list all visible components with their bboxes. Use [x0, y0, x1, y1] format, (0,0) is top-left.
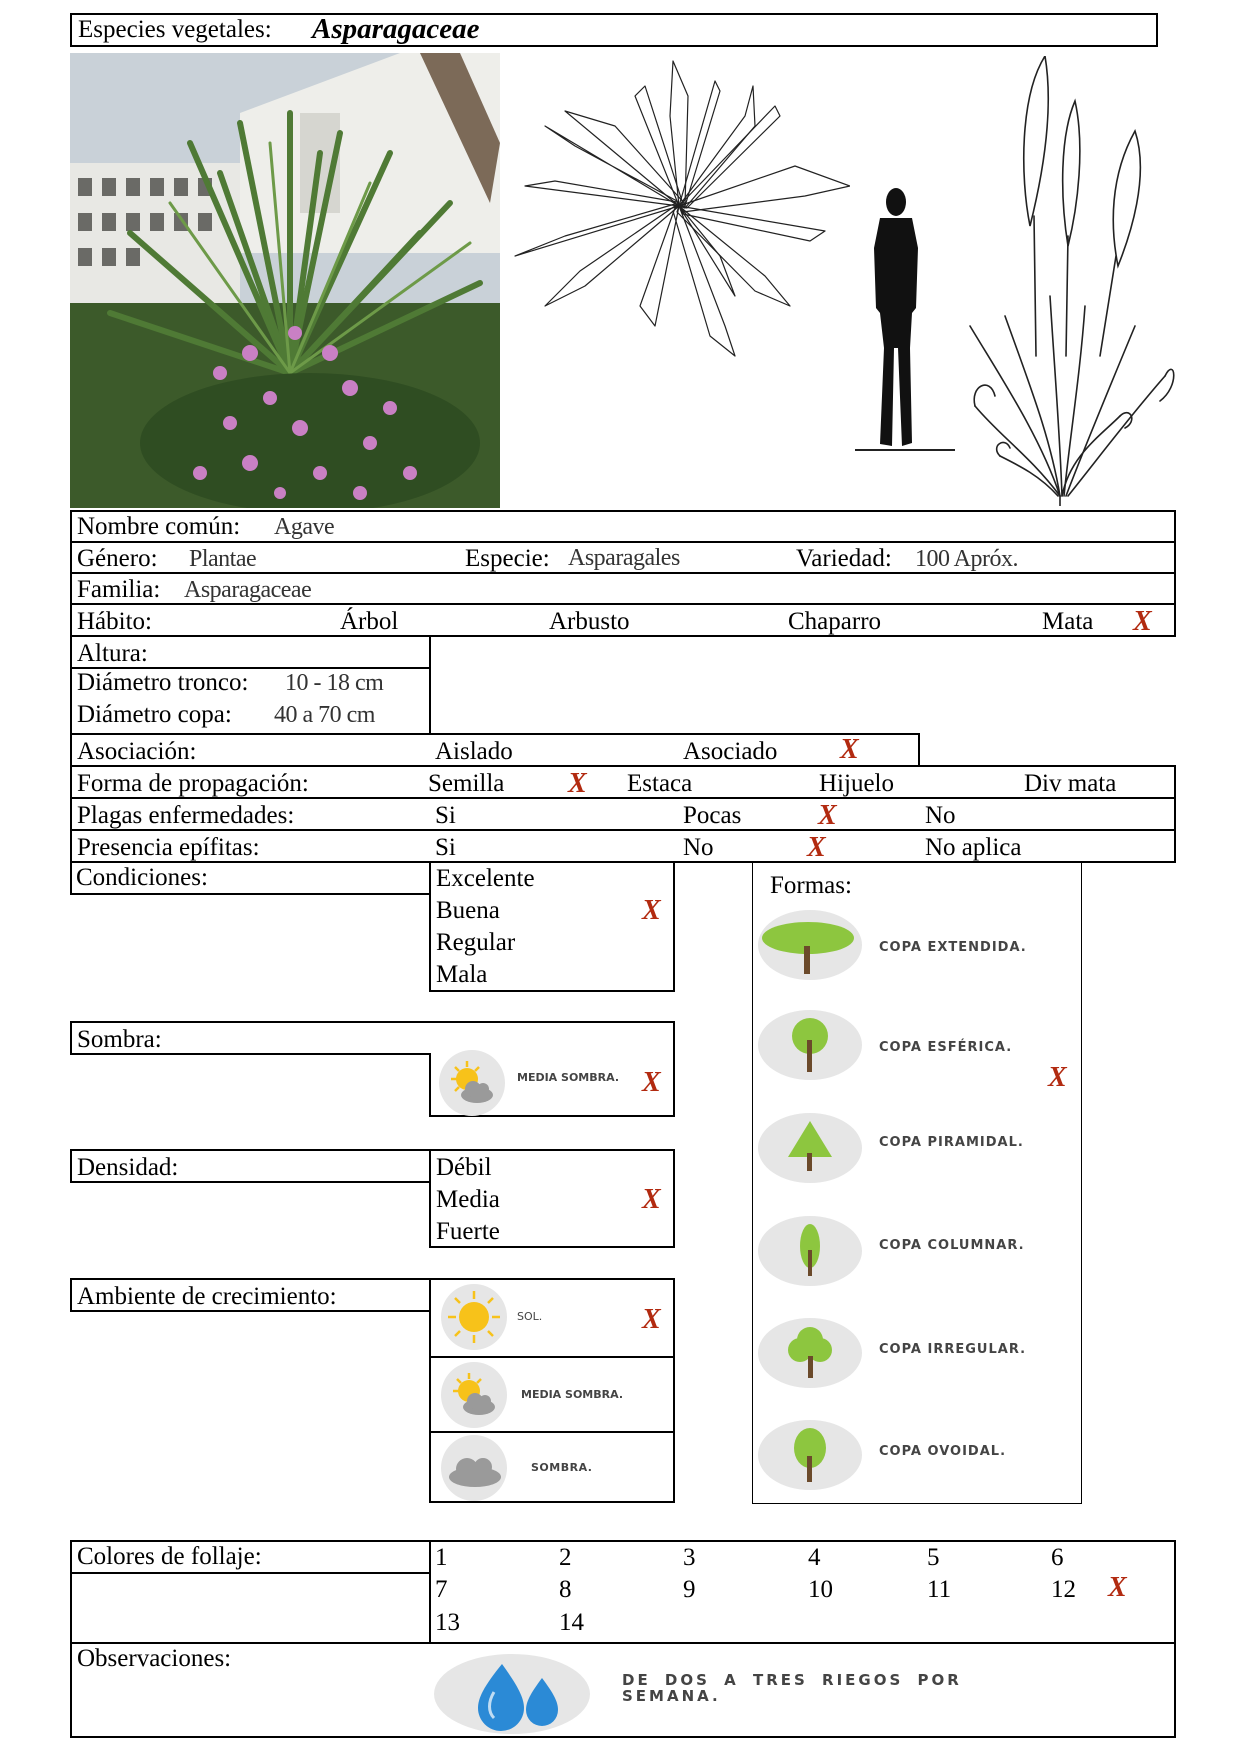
foliage-color-9[interactable]: 9 — [683, 1576, 696, 1603]
epiphytes-option-no-aplica[interactable]: No aplica — [925, 834, 1022, 861]
foliage-color-1[interactable]: 1 — [435, 1544, 448, 1571]
form-option-columnar-crown-label: COPA COLUMNAR. — [879, 1238, 1025, 1253]
forms-label: Formas: — [770, 872, 852, 899]
form-option-columnar-crown[interactable] — [753, 1208, 1079, 1298]
cloud-icon — [445, 1449, 505, 1489]
conditions-option-regular[interactable]: Regular — [436, 929, 516, 956]
common-name-label: Nombre común: — [77, 513, 241, 540]
habit-row — [70, 603, 1176, 637]
form-option-irregular-crown[interactable] — [753, 1310, 1079, 1400]
density-options-box — [429, 1149, 675, 1248]
height-label: Altura: — [77, 640, 148, 667]
common-name-value: Agave — [274, 514, 335, 540]
environment-option-shade-label: SOMBRA. — [531, 1461, 593, 1474]
propagation-option-estaca[interactable]: Estaca — [627, 770, 693, 797]
sun-icon — [446, 1289, 502, 1345]
foliage-colors-box — [70, 1540, 1176, 1644]
association-label: Asociación: — [77, 738, 197, 765]
habit-option-arbol[interactable]: Árbol — [340, 608, 399, 635]
propagation-label: Forma de propagación: — [77, 770, 309, 797]
conditions-option-mala[interactable]: Mala — [436, 961, 488, 988]
form-option-irregular-crown-label: COPA IRREGULAR. — [879, 1342, 1027, 1357]
conditions-option-excelente[interactable]: Excelente — [436, 865, 535, 892]
density-option-media[interactable]: Media — [436, 1186, 500, 1213]
association-row — [70, 733, 920, 767]
foliage-color-5[interactable]: 5 — [927, 1544, 940, 1571]
density-selected-mark: X — [642, 1184, 661, 1215]
extended-crown-tree-icon — [758, 910, 862, 980]
person-silhouette-icon — [850, 188, 960, 458]
form-option-ovoid-crown[interactable] — [753, 1412, 1079, 1502]
forms-selected-mark: X — [1048, 1062, 1067, 1093]
crown-diameter-value: 40 a 70 cm — [274, 702, 375, 728]
foliage-color-14[interactable]: 14 — [559, 1609, 584, 1636]
family-row — [70, 572, 1176, 605]
foliage-color-2[interactable]: 2 — [559, 1544, 572, 1571]
conditions-label-line — [70, 893, 430, 895]
diameter-divider — [429, 635, 431, 735]
partly-cloudy-icon — [445, 1059, 501, 1107]
foliage-color-8[interactable]: 8 — [559, 1576, 572, 1603]
propagation-option-semilla[interactable]: Semilla — [428, 770, 505, 797]
form-option-extended-crown-label: COPA EXTENDIDA. — [879, 940, 1027, 955]
observations-box — [70, 1642, 1176, 1738]
irregular-crown-tree-icon — [758, 1318, 862, 1388]
variety-value: 100 Apróx. — [915, 546, 1018, 572]
environment-option-sun-label: SOL. — [517, 1310, 543, 1323]
agave-plan-drawing — [505, 56, 850, 371]
forms-panel — [752, 861, 1082, 1504]
diameter-cell — [70, 667, 431, 735]
epiphytes-label: Presencia epífitas: — [77, 834, 260, 861]
shade-selected-mark: X — [642, 1067, 661, 1098]
density-option-fuerte[interactable]: Fuerte — [436, 1218, 500, 1245]
propagation-row — [70, 765, 1176, 799]
form-option-pyramidal-crown[interactable] — [753, 1105, 1079, 1195]
foliage-color-4[interactable]: 4 — [808, 1544, 821, 1571]
propagation-selected-mark: X — [568, 768, 587, 799]
propagation-option-hijuelo[interactable]: Hijuelo — [819, 770, 894, 797]
columnar-crown-tree-icon — [758, 1216, 862, 1286]
environment-label-box — [70, 1278, 431, 1312]
observations-label: Observaciones: — [77, 1645, 232, 1672]
conditions-options-box — [429, 861, 675, 992]
habit-option-arbusto[interactable]: Arbusto — [549, 608, 630, 635]
pests-selected-mark: X — [818, 800, 837, 831]
epiphytes-selected-mark: X — [807, 832, 826, 863]
conditions-selected-mark: X — [642, 895, 661, 926]
habit-option-mata[interactable]: Mata — [1042, 608, 1094, 635]
form-option-pyramidal-crown-label: COPA PIRAMIDAL. — [879, 1135, 1024, 1150]
shade-label-underline — [70, 1053, 431, 1055]
shade-label: Sombra: — [77, 1026, 162, 1053]
environment-option-partial-shade[interactable] — [431, 1358, 673, 1431]
foliage-color-11[interactable]: 11 — [927, 1576, 952, 1603]
form-option-spherical-crown[interactable] — [753, 1002, 1079, 1092]
density-label: Densidad: — [77, 1154, 179, 1181]
common-name-row — [70, 510, 1176, 543]
foliage-color-10[interactable]: 10 — [808, 1576, 833, 1603]
environment-option-sun[interactable] — [431, 1280, 673, 1356]
density-option-debil[interactable]: Débil — [436, 1154, 492, 1181]
foliage-color-3[interactable]: 3 — [683, 1544, 696, 1571]
foliage-color-12[interactable]: 12 — [1051, 1576, 1076, 1603]
conditions-option-buena[interactable]: Buena — [436, 897, 500, 924]
epiphytes-option-no[interactable]: No — [683, 834, 714, 861]
environment-label: Ambiente de crecimiento: — [77, 1283, 337, 1310]
header-box — [70, 13, 1158, 47]
ovoid-crown-tree-icon — [758, 1420, 862, 1490]
foliage-colors-selected-mark: X — [1108, 1572, 1127, 1603]
shade-label-box — [70, 1021, 675, 1055]
environment-option-shade[interactable] — [431, 1433, 673, 1503]
trunk-diameter-label: Diámetro tronco: — [77, 669, 249, 696]
height-cell — [70, 635, 431, 669]
foliage-colors-label: Colores de follaje: — [77, 1543, 262, 1570]
crown-diameter-label: Diámetro copa: — [77, 701, 232, 728]
conditions-label-side — [70, 861, 72, 895]
partly-cloudy-icon — [447, 1371, 503, 1419]
genus-value: Plantae — [189, 546, 257, 572]
pests-option-pocas[interactable]: Pocas — [683, 802, 742, 829]
family-value: Asparagaceae — [184, 577, 312, 603]
header-family-title: Asparagaceae — [312, 13, 480, 45]
observations-text: DE DOS A TRES RIEGOS POR SEMANA. — [622, 1671, 962, 1705]
epiphytes-row — [70, 829, 1176, 863]
agave-plant-photo — [70, 53, 500, 508]
foliage-color-7[interactable]: 7 — [435, 1576, 448, 1603]
form-option-extended-crown[interactable] — [753, 902, 1079, 992]
association-option-asociado[interactable]: Asociado — [683, 738, 778, 765]
form-option-ovoid-crown-label: COPA OVOIDAL. — [879, 1444, 1007, 1459]
pests-label: Plagas enfermedades: — [77, 802, 295, 829]
environment-selected-mark: X — [642, 1304, 661, 1335]
species-label: Especie: — [465, 545, 550, 572]
association-option-aislado[interactable]: Aislado — [435, 738, 513, 765]
epiphytes-option-si[interactable]: Si — [435, 834, 456, 861]
genus-label: Género: — [77, 545, 158, 572]
header-label: Especies vegetales: — [78, 16, 272, 43]
form-option-spherical-crown-label: COPA ESFÉRICA. — [879, 1040, 1013, 1055]
association-selected-mark: X — [840, 734, 859, 765]
foliage-color-13[interactable]: 13 — [435, 1609, 460, 1636]
conditions-label: Condiciones: — [76, 864, 208, 891]
water-drops-icon — [432, 1652, 592, 1736]
habit-option-chaparro[interactable]: Chaparro — [788, 608, 882, 635]
environment-option-partial-shade-label: MEDIA SOMBRA. — [521, 1388, 623, 1401]
shade-option-label: MEDIA SOMBRA. — [517, 1071, 619, 1084]
agave-elevation-drawing — [960, 56, 1180, 506]
variety-label: Variedad: — [796, 545, 892, 572]
habit-label: Hábito: — [77, 608, 152, 635]
density-label-underline — [70, 1181, 431, 1183]
spherical-crown-tree-icon — [758, 1010, 862, 1080]
genus-row — [70, 541, 1176, 574]
pyramidal-crown-tree-icon — [758, 1113, 862, 1183]
propagation-option-div-mata[interactable]: Div mata — [1024, 770, 1117, 797]
trunk-diameter-value: 10 - 18 cm — [285, 670, 384, 696]
environment-options-box — [429, 1278, 675, 1503]
pests-option-no[interactable]: No — [925, 802, 956, 829]
foliage-color-6[interactable]: 6 — [1051, 1544, 1064, 1571]
family-label: Familia: — [77, 576, 161, 603]
species-value: Asparagales — [568, 545, 680, 571]
habit-selected-mark: X — [1133, 606, 1152, 637]
pests-row — [70, 797, 1176, 831]
shade-option-box[interactable] — [429, 1053, 675, 1117]
pests-option-si[interactable]: Si — [435, 802, 456, 829]
